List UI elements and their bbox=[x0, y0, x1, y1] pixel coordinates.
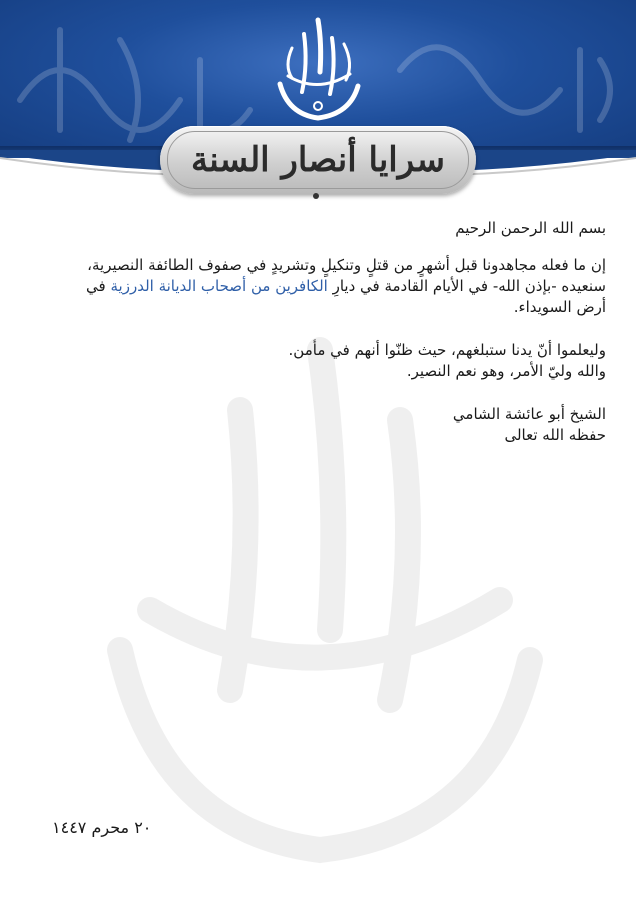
paragraph-1-line-2-end: في bbox=[86, 277, 111, 295]
paragraph-1-line-2 bbox=[26, 276, 606, 297]
paragraph-2-line-2: والله وليّ الأمر، وهو نعم النصير. bbox=[406, 362, 606, 380]
signature-blessing: حفظه الله تعالى bbox=[504, 426, 606, 444]
basmala: بسم الله الرحمن الرحيم bbox=[455, 219, 606, 237]
hijri-date: ٢٠ محرم ١٤٤٧ bbox=[52, 818, 152, 837]
paragraph-1-line-1: إن ما فعله مجاهدونا قبل أشهرٍ من قتلٍ وتنكيلٍ وتشريدٍ في صفوف الطائفة النصيرية، bbox=[87, 256, 606, 274]
statement-body bbox=[26, 218, 606, 446]
title-banner-frame bbox=[167, 131, 469, 189]
paragraph-1-line-3: أرض السويداء. bbox=[513, 298, 606, 316]
banner-dot bbox=[313, 193, 319, 199]
paragraph-2-line-1: وليعلموا أنّ يدنا ستبلغهم، حيث ظنّوا أنهم في مأمن. bbox=[288, 341, 606, 359]
title-banner bbox=[160, 126, 476, 194]
calligraphy-emblem-icon bbox=[258, 14, 378, 126]
highlighted-phrase: الكافرين من أصحاب الديانة الدرزية bbox=[110, 277, 328, 295]
signature-name: الشيخ أبو عائشة الشامي bbox=[452, 405, 606, 423]
banner-title: سرايا أنصار السنة bbox=[191, 140, 445, 180]
paragraph-1-line-2-start: سنعيده -بإذن الله- في الأيام القادمة في ديارِ bbox=[327, 277, 606, 295]
